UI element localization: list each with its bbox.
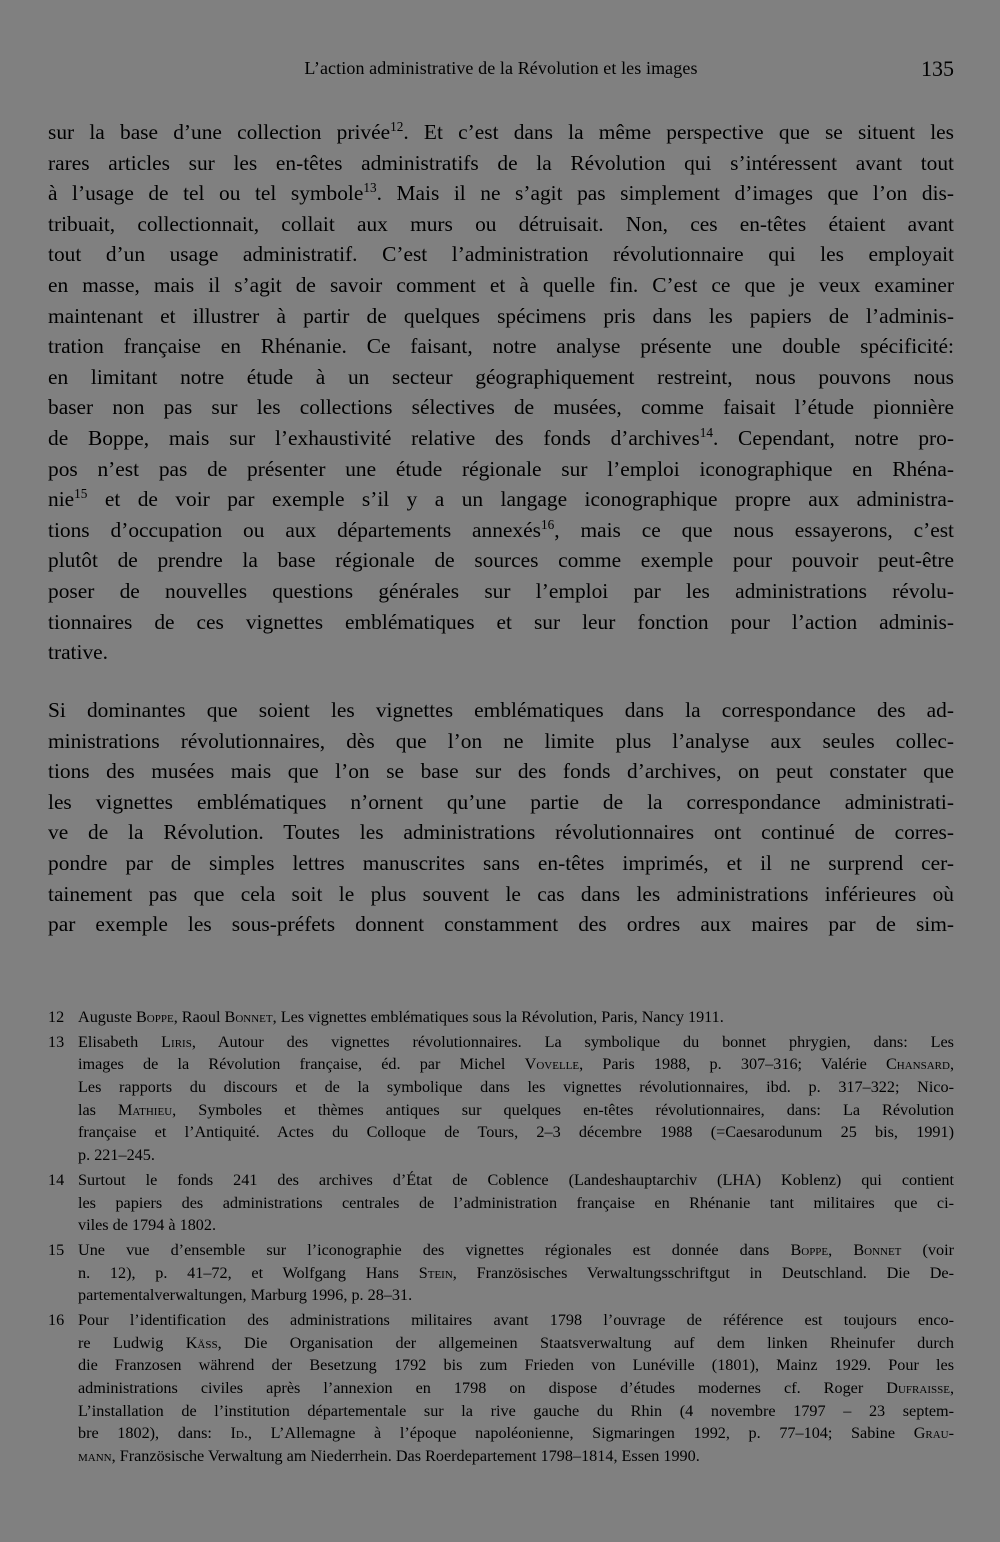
author-name: Boppe	[136, 1008, 174, 1026]
author-name: Bonnet	[853, 1240, 902, 1259]
author-name: Liris	[161, 1032, 192, 1051]
footnote-line: Surtout le fonds 241 des archives d’État de Coblence (Landeshauptarchiv (LHA) Koblenz) qui contient	[78, 1170, 954, 1189]
footnote-line: viles de 1794 à 1802.	[78, 1216, 217, 1235]
text-run: et de voir par exemple s’il y a un langage iconographique propre aux administra-	[87, 487, 954, 512]
author-name: Dufraisse	[886, 1379, 950, 1397]
footnote-line	[78, 1053, 954, 1076]
text-run: , Raoul	[173, 1008, 225, 1026]
text-line: trative.	[48, 640, 108, 665]
text-line: plutôt de prendre la base régionale de sources comme exemple pour pouvoir peut-être	[48, 548, 954, 573]
text-run: , mais ce que nous essayerons, c’est	[554, 517, 954, 542]
page-header	[48, 58, 954, 88]
footnote-line: p. 221–245.	[78, 1146, 155, 1165]
footnote-line	[78, 1239, 954, 1262]
text-line: ministrations révolutionnaires, dès que l’on ne limite plus l’analyse aux seules collec-	[48, 728, 954, 753]
text-run: ,	[949, 1055, 954, 1074]
text-line: baser non pas sur les collections sélectives de musées, comme faisait l’étude pionnière	[48, 395, 954, 420]
text-line: tration française en Rhénanie. Ce faisant, notre analyse présente une double spécificité:	[48, 334, 954, 359]
text-run: , Die Organisation der allgemeinen Staatsverwaltung auf dem linken Rheinufer durch	[217, 1333, 954, 1352]
text-line	[48, 178, 954, 209]
body-paragraph-1	[48, 117, 954, 668]
text-line	[48, 515, 954, 546]
footnote-line	[78, 1031, 954, 1054]
footnote-line	[78, 1332, 954, 1355]
text-run: , Französisches Verwaltungsschriftgut in Deutschland. Die De-	[452, 1263, 954, 1282]
text-run: tions d’occupation ou aux départements annexés	[48, 517, 541, 542]
footnote-line: française et l’Antiquité. Actes du Colloque de Tours, 2–3 décembre 1988 (=Caesarodunum 25 bis, 1991)	[78, 1123, 954, 1142]
author-name: Vovelle	[524, 1055, 580, 1074]
footnote-ref-15: 15	[74, 486, 88, 502]
text-run: . Mais il ne s’agit pas simplement d’images que l’on dis-	[376, 181, 954, 206]
text-run: Auguste	[78, 1008, 136, 1026]
text-run: nie	[48, 487, 75, 512]
text-line: ve de la Révolution. Toutes les administrations révolutionnaires ont continué de corres-	[48, 820, 954, 845]
author-name: Grau-	[913, 1424, 954, 1443]
footnote-line: les papiers des administrations centrales de l’administration française en Rhénanie tant militaires que ci-	[78, 1193, 954, 1212]
footnote-ref-14: 14	[699, 424, 713, 440]
footnote-12	[48, 1006, 954, 1029]
text-line	[48, 484, 954, 515]
footnote-line	[78, 1377, 954, 1400]
text-line: maintenant et illustrer à partir de quelques spécimens pris dans les papiers de l’adminis-	[48, 303, 954, 328]
footnote-line: Pour l’identification des administrations militaires avant 1798 l’ouvrage de référence est toujours enco-	[78, 1310, 954, 1329]
footnote-line: die Franzosen während der Besetzung 1792 bis zum Frieden von Lunéville (1801), Mainz 1929. Pour les	[78, 1356, 954, 1375]
text-line: pondre par de simples lettres manuscrites sans en-têtes imprimés, et il ne surprend cer-	[48, 850, 954, 875]
text-run: ,	[828, 1240, 854, 1259]
text-run: Une vue d’ensemble sur l’iconographie des vignettes régionales est donnée dans	[78, 1240, 791, 1259]
text-run: , Symboles et thèmes antiques sur quelques en-têtes révolutionnaires, dans: La Révolution	[172, 1100, 955, 1119]
footnote-line	[78, 1006, 954, 1029]
footnote-14	[48, 1169, 954, 1237]
author-name: Chansard	[885, 1055, 950, 1074]
text-run: Elisabeth	[78, 1032, 162, 1051]
footnote-number: 14	[48, 1170, 65, 1189]
text-run: à l’usage de tel ou tel symbole	[48, 181, 364, 206]
text-line: tionnaires de ces vignettes emblématiques et sur leur fonction pour l’action adminis-	[48, 609, 954, 634]
text-line: en masse, mais il s’agit de savoir comment et à quelle fin. C’est ce que je veux examiner	[48, 272, 954, 297]
text-run: sur la base d’une collection privée	[48, 120, 391, 144]
footnote-16	[48, 1309, 954, 1468]
footnote-number: 16	[48, 1310, 65, 1329]
footnote-line: L’installation de l’institution départementale sur la rive gauche du Rhin (4 novembre 1797 – 23 septem-	[78, 1401, 954, 1420]
footnote-number: 15	[48, 1240, 65, 1259]
footnote-line	[78, 1445, 954, 1468]
text-line: tions des musées mais que l’on se base sur des fonds d’archives, on peut constater que	[48, 759, 954, 784]
author-name: Id.	[230, 1424, 248, 1443]
text-run: , L’Allemagne à l’époque napoléonienne, Sigmaringen 1992, p. 77–104; Sabine	[247, 1424, 914, 1443]
text-line: poser de nouvelles questions générales sur l’emploi par les administrations révolu-	[48, 578, 954, 603]
author-name: Bonnet	[224, 1008, 273, 1026]
author-name: Stein	[418, 1263, 453, 1282]
author-name: Boppe	[790, 1240, 829, 1259]
text-run: de Boppe, mais sur l’exhaustivité relative des fonds d’archives	[48, 425, 700, 450]
footnote-ref-12: 12	[390, 119, 404, 135]
footnotes	[48, 1006, 954, 1468]
text-line: rares articles sur les en-têtes administratifs de la Révolution qui s’intéressent avant tout	[48, 150, 954, 175]
text-line: pos n’est pas de présenter une étude régionale sur l’emploi iconographique en Rhéna-	[48, 456, 954, 481]
author-name: Mathieu	[118, 1100, 173, 1119]
text-run: , Les vignettes emblématiques sous la Révolution, Paris, Nancy 1911.	[272, 1008, 724, 1026]
body-paragraph-2	[48, 695, 954, 940]
footnote-15	[48, 1239, 954, 1307]
footnote-line	[78, 1099, 954, 1122]
footnote-13	[48, 1031, 954, 1167]
text-line: en limitant notre étude à un secteur géographiquement restreint, nous pouvons nous	[48, 364, 954, 389]
text-line: Si dominantes que soient les vignettes emblématiques dans la correspondance des ad-	[48, 698, 954, 722]
text-run: , Autour des vignettes révolutionnaires. La symbolique du bonnet phrygien, dans: Les	[191, 1032, 954, 1051]
text-line: tout d’un usage administratif. C’est l’administration révolutionnaire qui les employait	[48, 242, 954, 267]
text-line	[48, 117, 954, 148]
text-run: images de la Révolution française, éd. par Michel	[78, 1055, 525, 1074]
text-line: tainement pas que cela soit le plus souvent le cas dans les administrations inférieures où	[48, 881, 954, 906]
author-name: mann	[78, 1447, 112, 1466]
text-run: , Paris 1988, p. 307–316; Valérie	[579, 1055, 886, 1074]
text-run: re Ludwig	[78, 1333, 186, 1352]
page-number: 135	[921, 56, 954, 81]
text-run: ,	[949, 1379, 954, 1397]
footnote-line: partementalverwaltungen, Marburg 1996, p. 28–31.	[78, 1286, 413, 1305]
text-run: (voir	[901, 1240, 954, 1259]
text-run: n. 12), p. 41–72, et Wolfgang Hans	[78, 1263, 419, 1282]
text-line: tribuait, collectionnait, collait aux murs ou détruisait. Non, ces en-têtes étaient avant	[48, 211, 954, 236]
text-run: las	[78, 1100, 119, 1119]
running-title: L’action administrative de la Révolution et les images	[304, 58, 698, 78]
text-line: les vignettes emblématiques n’ornent qu’une partie de la correspondance administrati-	[48, 789, 954, 814]
footnote-line: Les rapports du discours et de la symbolique dans les vignettes révolutionnaires, ibd. p. 317–322; Nico-	[78, 1078, 954, 1097]
text-line	[48, 423, 954, 454]
text-run: . Et c’est dans la même perspective que se situent les	[403, 120, 954, 144]
text-run: . Cependant, notre pro-	[712, 425, 954, 450]
footnote-ref-16: 16	[540, 516, 555, 532]
text-run: , Französische Verwaltung am Niederrhein. Das Roerdepartement 1798–1814, Essen 1990.	[111, 1447, 700, 1466]
footnote-line	[78, 1422, 954, 1445]
author-name: Käss	[185, 1333, 218, 1352]
text-run: bre 1802), dans:	[78, 1424, 231, 1443]
text-run: administrations civiles après l’annexion en 1798 on dispose d’études modernes cf. Roger	[78, 1379, 887, 1397]
text-line: par exemple les sous-préfets donnent constamment des ordres aux maires par de sim-	[48, 912, 954, 937]
footnote-number: 13	[48, 1032, 65, 1051]
footnote-line	[78, 1262, 954, 1285]
footnote-number: 12	[48, 1008, 65, 1026]
footnote-ref-13: 13	[363, 180, 377, 196]
